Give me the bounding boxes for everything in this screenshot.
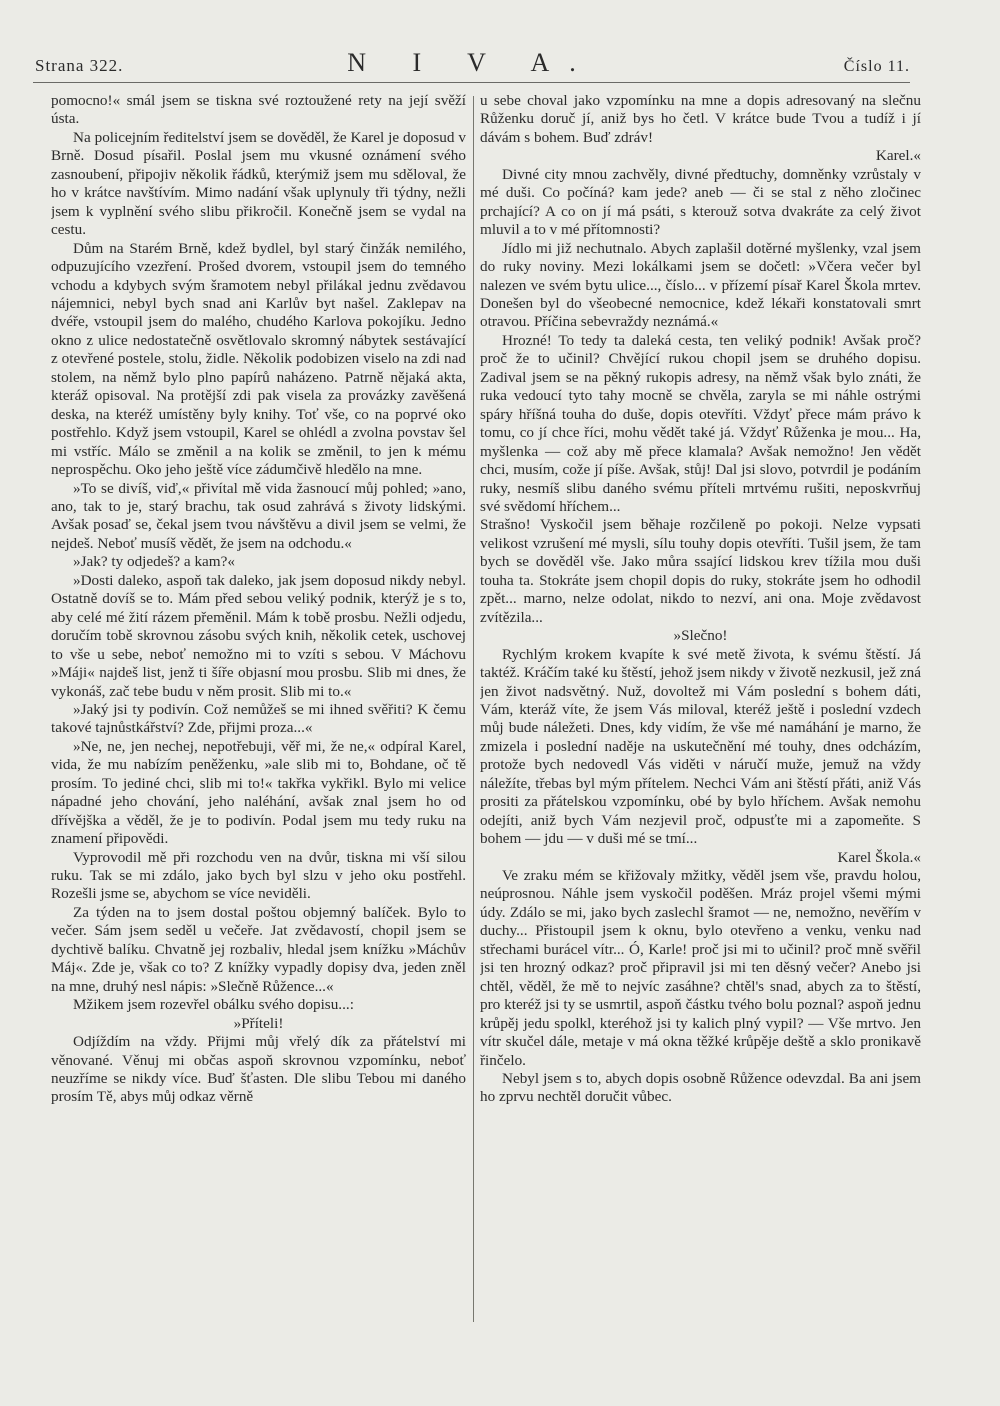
paragraph: Hrozné! To tedy ta daleká cesta, ten veliký podnik! Avšak proč? proč že to učinil? Chvějící rukou chopil jsem se druhého dopisu. Zadival jsem se na pěkný rukopis adresy, na němž však bylo znáti, že ruka vedoucí tyto tahy mocně se chvěla, zaryla se mi náhle ostrými spáry hříšná touha do duše, dopis otevříti. Vždyť přece mám právo k tomu, co jí chce říci, mohu vědět také já. Vždyť Růženka je mou... Ha, myšlenka — což aby mě přece klamala? Avšak nemožno! Jen vědět chci, musím, cože jí píše. Avšak, stůj! Dal jsi slovo, potvrdil je podáním ruky, nesmíš slibu daného svému příteli mrtvému rušiti, neposkvrňuj své svědomí hříchem... bbox=[480, 331, 921, 515]
paragraph: Dům na Starém Brně, kdež bydlel, byl starý činžák nemilého, odpuzujícího vzezření. Prošed dvorem, vstoupil jsem do temného vchodu a kdybych svým šramotem nebyl přilákal jednu zvědavou nájemnici, nebyl bych snad ani Karlův byt našel. Zaklepav na dvéře, vstoupil jsem do malého, chudého Karlova pokojíku. Jedno okno z ulice nedostatečně osvětlovalo skromný nábytek sestávající z otevřené postele, stolu, židle. Několik podobizen viselo na zdi nad stolem, na němž bylo plno papírů naházeno. Patrně nějaká akta, kteráž opisoval. Na protější zdi pak visela za provázky zavěšená deska, na kteréž umístěny byly knihy. Toť vše, co na poprvé oko postřehlo. Když jsem vstoupil, Karel se ohlédl a zvolna povstav šel mi vstříc. Málo se změnil a na kolik se změnil, to jen k mému neprospěchu. Oko jeho ještě více zádumčivě hledělo na mne. bbox=[51, 239, 466, 479]
paragraph: »To se divíš, viď,« přivítal mě vida žasnoucí můj pohled; »ano, ano, tak to je, starý brachu, tak osud zahrává s životy lidskými. Avšak posaď se, čekal jsem tvou návštěvu a divil jsem se velmi, že nejdeš. Neboť musíš vědět, že jsem na odchodu.« bbox=[51, 479, 466, 552]
paragraph: u sebe choval jako vzpomínku na mne a dopis adresovaný na slečnu Růženku doruč jí, aniž bys ho četl. V krátce bude Tvou a tudíž i jí dávám s bohem. Buď zdráv! bbox=[480, 92, 921, 146]
paragraph: Vyprovodil mě při rozchodu ven na dvůr, tiskna mi vší silou ruku. Tak se mi zdálo, jako bych byl slzu v jeho oku postřehl. Rozešli jsme se, abychom se více neviděli. bbox=[51, 848, 466, 903]
paragraph: Rychlým krokem kvapíte k své metě života, k svému štěstí. Já taktéž. Kráčím také ku štěstí, jehož jsem nikdy v životě nezkusil, jež zná jen život nadsvětný. Nuž, dovoltež mi Vám poslední s bohem dáti, Vám, kteráž víte, že jsem Vás miloval, kteréž ještě i poslední vzdech můj bude náležeti. Dnes, kdy vidím, že vše mé namáhání je marno, že zmizela i poslední naděje na uskutečnění mé touhy, dnes odcházím, protože bych nedovedl Vás viděti v náručí muže, jemuž na vždy náležíte, třebas byl mým přítelem. Nechci Vám ani štěstí přáti, aniž Vás prositi za přátelskou vzpomínku, obé by bylo hříchem. Avšak nemohu odejíti, aniž bych Vám nezjevil proč, odpusťte mi a zapomeňte. S bohem — jdu — v duši mé se tmí... bbox=[480, 645, 921, 848]
issue-number: Číslo 11. bbox=[843, 58, 910, 75]
paragraph: Strašno! Vyskočil jsem běhaje rozčileně po pokoji. Nelze vypsati velikost vzrušení mé mysli, sílu touhy dopis otevříti. Tušil jsem, že tam bych se dověděl vše. Jako můra ssající lidskou krev tížila mou duši touha ta. Stokráte jsem chopil dopis do ruky, stokráte jsem ho odhodil zpět... marno, nelze odolat, nikdo to nezví, ani ona. Moje zvědavost zvítězila... bbox=[480, 516, 921, 626]
paragraph: »Ne, ne, jen nechej, nepotřebuji, věř mi, že ne,« odpíral Karel, vida, že mu nabízím peněženku, »ale slib mi to, Bohdane, oč tě prosím. To jediné chci, slib mi to!« takřka vykřikl. Bylo mi velice nápadné jeho chování, jeho naléhání, avšak znal jsem ho od dřívějška a věděl, že je to podivín. Podal jsem mu tedy ruku na znamení připovědi. bbox=[51, 737, 466, 848]
journal-title: N I V A. bbox=[347, 48, 596, 77]
left-column bbox=[51, 92, 466, 1368]
right-column bbox=[480, 92, 921, 1368]
paragraph: Ve zraku mém se křižovaly mžitky, věděl jsem vše, pravdu holou, neúprosnou. Náhle jsem vyskočil poděšen. Mráz projel všemi mými údy. Zdálo se mi, jako bych zaslechl šramot — ne, nemožno, nevěřím v duchy... Přistoupil jsem k oknu, bylo otevřeno a venku, venku nad střechami burácel vítr... Ó, Karle! proč jsi mi to učinil? proč mně svěřil jsi ten hrozný odkaz? proč připravil jsi mi ten děsný večer? Anebo jsi chtěl, věděl, že mě to nejvíc zasáhne? chtěl's snad, abych za to štěstí, pro kteréž jsi ty se usmrtil, aspoň částku tvého bolu poznal? aspoň jednu krůpěj jedu spolkl, kteréhož jsi ty kalich plný vypil? — Vše mrtvo. Jen vítr skučel dále, metaje v má okna těžké krůpěje deště a sklo pronikavě řinčelo. bbox=[480, 867, 921, 1069]
paragraph: »Příteli! bbox=[233, 1014, 284, 1032]
paragraph: Nebyl jsem s to, abych dopis osobně Růžence odevzdal. Ba ani jsem ho zprvu nechtěl doručit vůbec. bbox=[480, 1070, 921, 1106]
paragraph: Karel.« bbox=[875, 147, 921, 165]
paragraph: Jídlo mi již nechutnalo. Abych zaplašil dotěrné myšlenky, vzal jsem do ruky noviny. Mezi lokálkami jsem se dočetl: »Včera večer byl nalezen ve svém bytu ulice..., číslo... v přízemí písař Karel Škola mrtev. Donešen byl do všeobecné nemocnice, kdež lékaři konstatovali smrt otravou. Příčina sebevraždy neznámá.« bbox=[480, 239, 921, 331]
paragraph: Karel Škola.« bbox=[837, 848, 921, 866]
column-divider bbox=[473, 96, 474, 1322]
paragraph: Mžikem jsem rozevřel obálku svého dopisu...: bbox=[73, 996, 354, 1014]
paragraph: »Slečno! bbox=[673, 627, 728, 645]
paragraph: »Jak? ty odjedeš? a kam?« bbox=[73, 553, 235, 571]
page-number: Strana 322. bbox=[35, 56, 124, 75]
paragraph: Odjíždím na vždy. Přijmi můj vřelý dík za přátelství mi věnované. Věnuj mi občas aspoň skrovnou vzpomínku, neboť neuzříme se nikdy více. Buď šťasten. Dle slibu Tebou mi daného prosím Tě, abys můj odkaz věrně bbox=[51, 1033, 466, 1106]
paragraph: »Dosti daleko, aspoň tak daleko, jak jsem doposud nikdy nebyl. Ostatně dovíš se to. Mám před sebou veliký podnik, kterýž je s to, aby celé mé žití rázem přeměnil. Mám k tobě prosbu. Nežli odjedu, doručím tobě skrovnou zásobu svých knih, několik cetek, uschovej to vše u sebe, neboť nemožno mi to vzíti s sebou. V Máchovu »Máji« najdeš list, jenž ti šíře objasní mou prosbu. Slib mi dnes, že vykonáš, zač tebe budu v něm prosit. Slib mi to.« bbox=[51, 571, 466, 700]
paragraph: »Jaký jsi ty podivín. Což nemůžeš se mi ihned svěřiti? K čemu takové tajnůstkářství? Zde, přijmi proza...« bbox=[51, 700, 466, 737]
page-header bbox=[33, 48, 910, 83]
paragraph: Na policejním ředitelství jsem se dověděl, že Karel je doposud v Brně. Dosud písařil. Poslal jsem mu vkusné oznámení svého zasnoubení, připojiv několik řádků, kterýmiž jsem mu sděloval, že ho v krátce navštívím. Mimo nadání však uplynuly tři týdny, nežli jsem k vyplnění svého slibu přikročil. Konečně jsem se vydal na cestu. bbox=[51, 128, 466, 239]
paragraph: pomocno!« smál jsem se tiskna své roztoužené rety na její svěží ústa. bbox=[51, 92, 466, 128]
paragraph: Za týden na to jsem dostal poštou objemný balíček. Bylo to večer. Sám jsem seděl u večeře. Jat zvědavostí, chopil jsem se dychtivě balíku. Chvatně jej rozbaliv, hledal jsem knížku »Máchův Máj«. Zde je, však co to? Z knížky vypadly dopisy dva, jeden zněl na mne, druhý nesl nápis: »Slečně Růžence...« bbox=[51, 903, 466, 995]
paragraph: Divné city mnou zachvěly, divné předtuchy, domněnky vzrůstaly v mé duši. Co počíná? kam jede? aneb — či se stal z něho zločinec prchající? A co on jí má psáti, s kterouž sotva dvakráte za celý život mluvil a to v mé přítomnosti? bbox=[480, 165, 921, 239]
